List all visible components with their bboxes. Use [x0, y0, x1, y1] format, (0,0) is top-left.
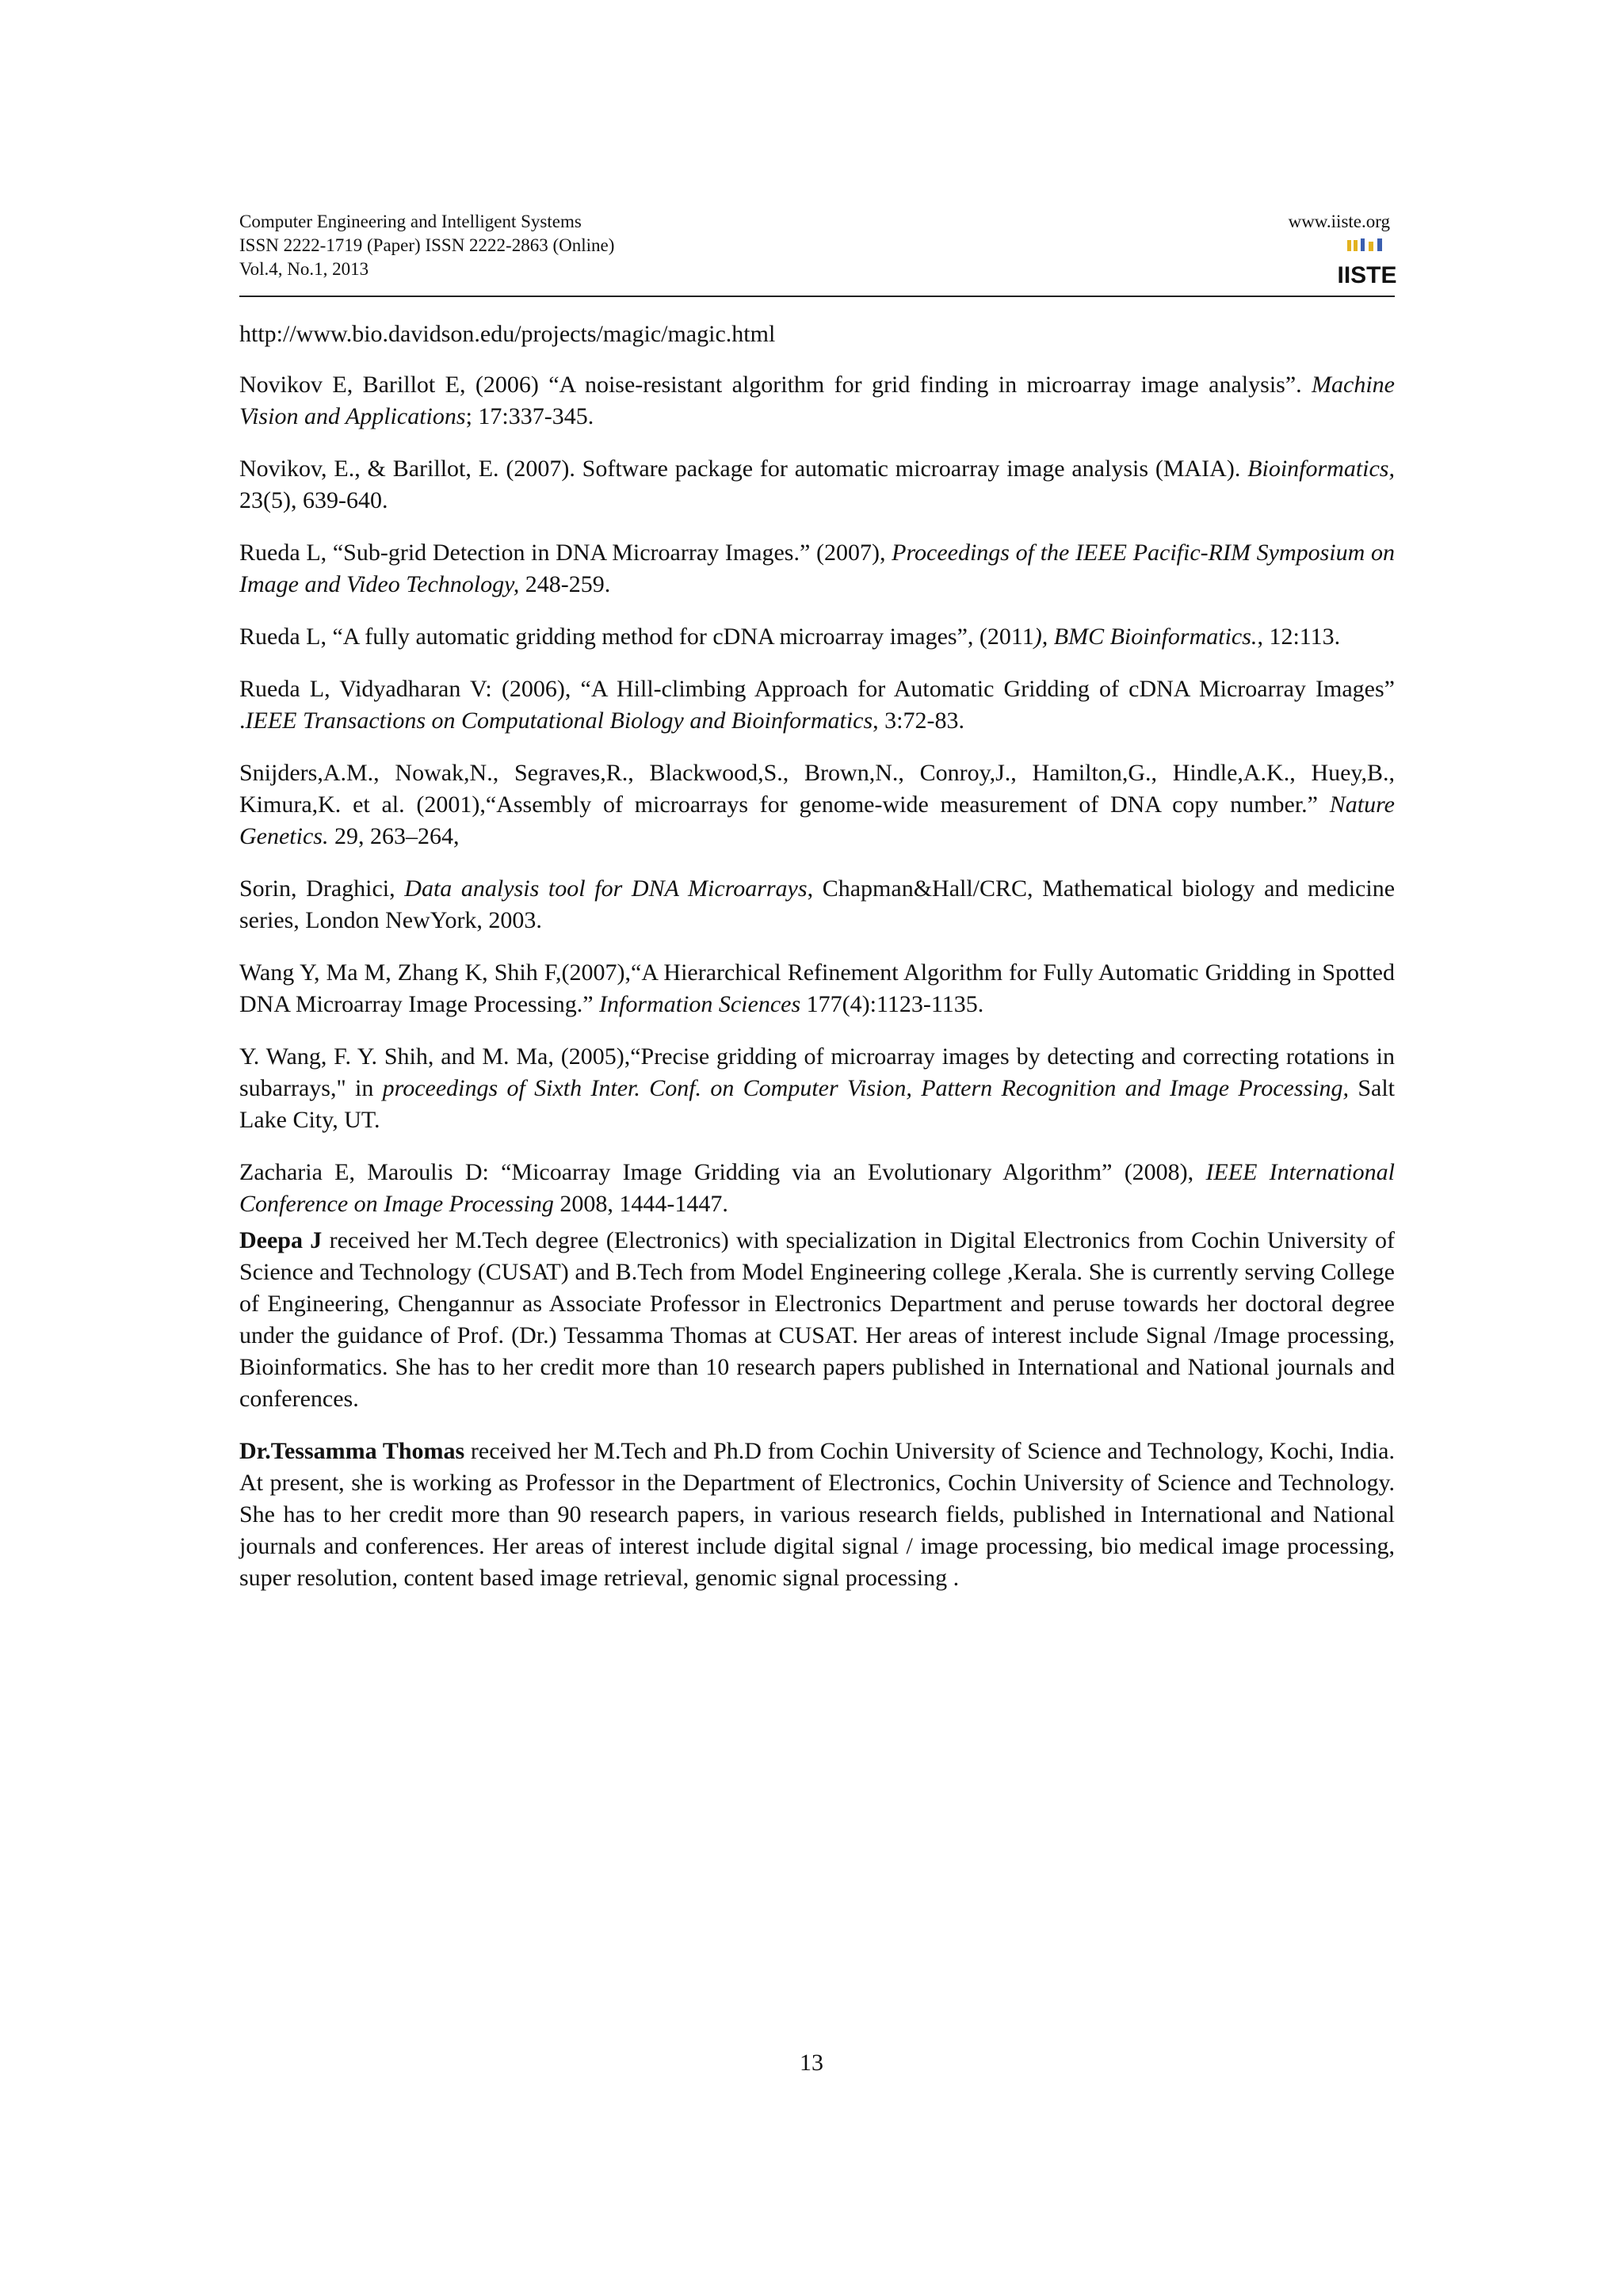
page-header [239, 210, 1395, 296]
reference-italic-text: Information Sciences [599, 991, 801, 1017]
reference-item [239, 957, 1395, 1020]
header-rule [239, 296, 1395, 297]
reference-item [239, 873, 1395, 936]
author-name: Deepa J [239, 1227, 323, 1253]
reference-italic-text: Bioinformatics, [1247, 456, 1395, 482]
reference-list [239, 318, 1395, 1220]
reference-item [239, 673, 1395, 737]
reference-italic-text: IEEE Transactions on Computational Biology and Bioinformatics [245, 707, 873, 734]
reference-item [239, 318, 1395, 350]
reference-text: 23(5), 639-640. [239, 487, 388, 513]
journal-volume: Vol.4, No.1, 2013 [239, 259, 369, 279]
reference-item [239, 757, 1395, 852]
reference-text: Novikov E, Barillot E, (2006) “A noise-resistant algorithm for grid finding in microarray image analysis”. [239, 372, 1312, 398]
reference-text: Salt Lake City, UT. [239, 1075, 1396, 1133]
author-bio [239, 1225, 1395, 1415]
reference-italic-text: IEEE International Conference on Image Processing [239, 1159, 1395, 1217]
journal-issn: ISSN 2222-1719 (Paper) ISSN 2222-2863 (Online) [239, 235, 615, 255]
reference-text: Zacharia E, Maroulis D: “Micoarray Image Gridding via an Evolutionary Algorithm” (2008), [239, 1159, 1206, 1185]
author-bio-text: received her M.Tech and Ph.D from Cochin University of Science and Technology, Kochi, India. At present, she is working as Professor in the Department of Electronics, Cochin University of Science and Technology. She has to her credit more than 90 research papers, in various research fields, published in International and National journals and conferences. Her areas of interest include digital signal / image processing, bio medical image processing, super resolution, content based image retrieval, genomic signal processing . [239, 1438, 1395, 1591]
reference-item [239, 1157, 1395, 1220]
reference-text: Y. Wang, F. Y. Shih, and M. Ma, (2005),“Precise gridding of microarray images by detecting and correcting rotations in subarrays," in [239, 1043, 1395, 1101]
reference-item [239, 453, 1395, 517]
reference-italic-text: Proceedings of the IEEE Pacific-RIM Symposium on Image and Video Technology, [239, 540, 1395, 597]
reference-italic-text: ), BMC Bioinformatics. [1033, 624, 1258, 650]
reference-item [239, 1041, 1395, 1136]
reference-text: Rueda L, “Sub-grid Detection in DNA Microarray Images.” (2007), [239, 540, 892, 566]
journal-info [239, 210, 614, 281]
reference-text: Wang Y, Ma M, Zhang K, Shih F,(2007),“A Hierarchical Refinement Algorithm for Fully Automatic Gridding in Spotted DNA Microarray Image Processing.” [239, 959, 1395, 1017]
reference-text: , Chapman&Hall/CRC, Mathematical biology and medicine series, London NewYork, 2003. [239, 875, 1396, 933]
reference-item [239, 621, 1395, 653]
reference-italic-text: Nature Genetics. [239, 791, 1395, 849]
reference-item [239, 369, 1395, 433]
reference-italic-text: Machine Vision and Applications [239, 372, 1395, 429]
author-bio-text: received her M.Tech degree (Electronics) with specialization in Digital Electronics from Cochin University of Science and Technology (CUSAT) and B.Tech from Model Engineering college ,Kerala. She is currently serving College of Engineering, Chengannur as Associate Professor in Electronics Department and peruse towards her doctoral degree under the guidance of Prof. (Dr.) Tessamma Thomas at CUSAT. Her areas of interest include Signal /Image processing, Bioinformatics. She has to her credit more than 10 research papers published in International and National journals and conferences. [239, 1227, 1396, 1412]
reference-text: 29, 263–264, [328, 823, 460, 849]
journal-title: Computer Engineering and Intelligent Systems [239, 212, 582, 231]
author-bios [239, 1225, 1395, 1594]
iiste-logo-icon [1337, 237, 1397, 288]
reference-text: ; 17:337-345. [465, 403, 594, 429]
reference-text: 177(4):1123-1135. [800, 991, 984, 1017]
reference-text: Novikov, E., & Barillot, E. (2007). Software package for automatic microarray image analysis (MAIA). [239, 456, 1248, 482]
reference-text: Sorin, Draghici, [239, 875, 405, 902]
page-content [239, 318, 1395, 1615]
journal-website: www.iiste.org [1288, 212, 1390, 231]
reference-italic-text: Data analysis tool for DNA Microarrays [404, 875, 808, 902]
logo-text: IISTE [1337, 262, 1397, 288]
author-name: Dr.Tessamma Thomas [239, 1438, 465, 1464]
reference-text: Rueda L, “A fully automatic gridding method for cDNA microarray images”, (2011 [239, 624, 1034, 650]
reference-italic-text: proceedings of Sixth Inter. Conf. on Computer Vision, Pattern Recognition and Image Processing, [382, 1075, 1350, 1101]
author-bio [239, 1436, 1395, 1594]
reference-text: , 3:72-83. [873, 707, 964, 734]
reference-text: 248-259. [519, 571, 611, 597]
reference-text: http://www.bio.davidson.edu/projects/magic/magic.html [239, 321, 776, 347]
reference-text: 2008, 1444-1447. [553, 1191, 728, 1217]
page-number: 13 [800, 2050, 823, 2076]
reference-text: , 12:113. [1257, 624, 1341, 650]
reference-text: Rueda L, Vidyadharan V: (2006), “A Hill-climbing Approach for Automatic Gridding of cDNA Microarray Images” . [239, 676, 1395, 734]
reference-text: Snijders,A.M., Nowak,N., Segraves,R., Blackwood,S., Brown,N., Conroy,J., Hamilton,G., Hindle,A.K., Huey,B., Kimura,K. et al. (2001),“Assembly of microarrays for genome-wide measurement of DNA copy number.” [239, 760, 1395, 818]
reference-item [239, 537, 1395, 601]
